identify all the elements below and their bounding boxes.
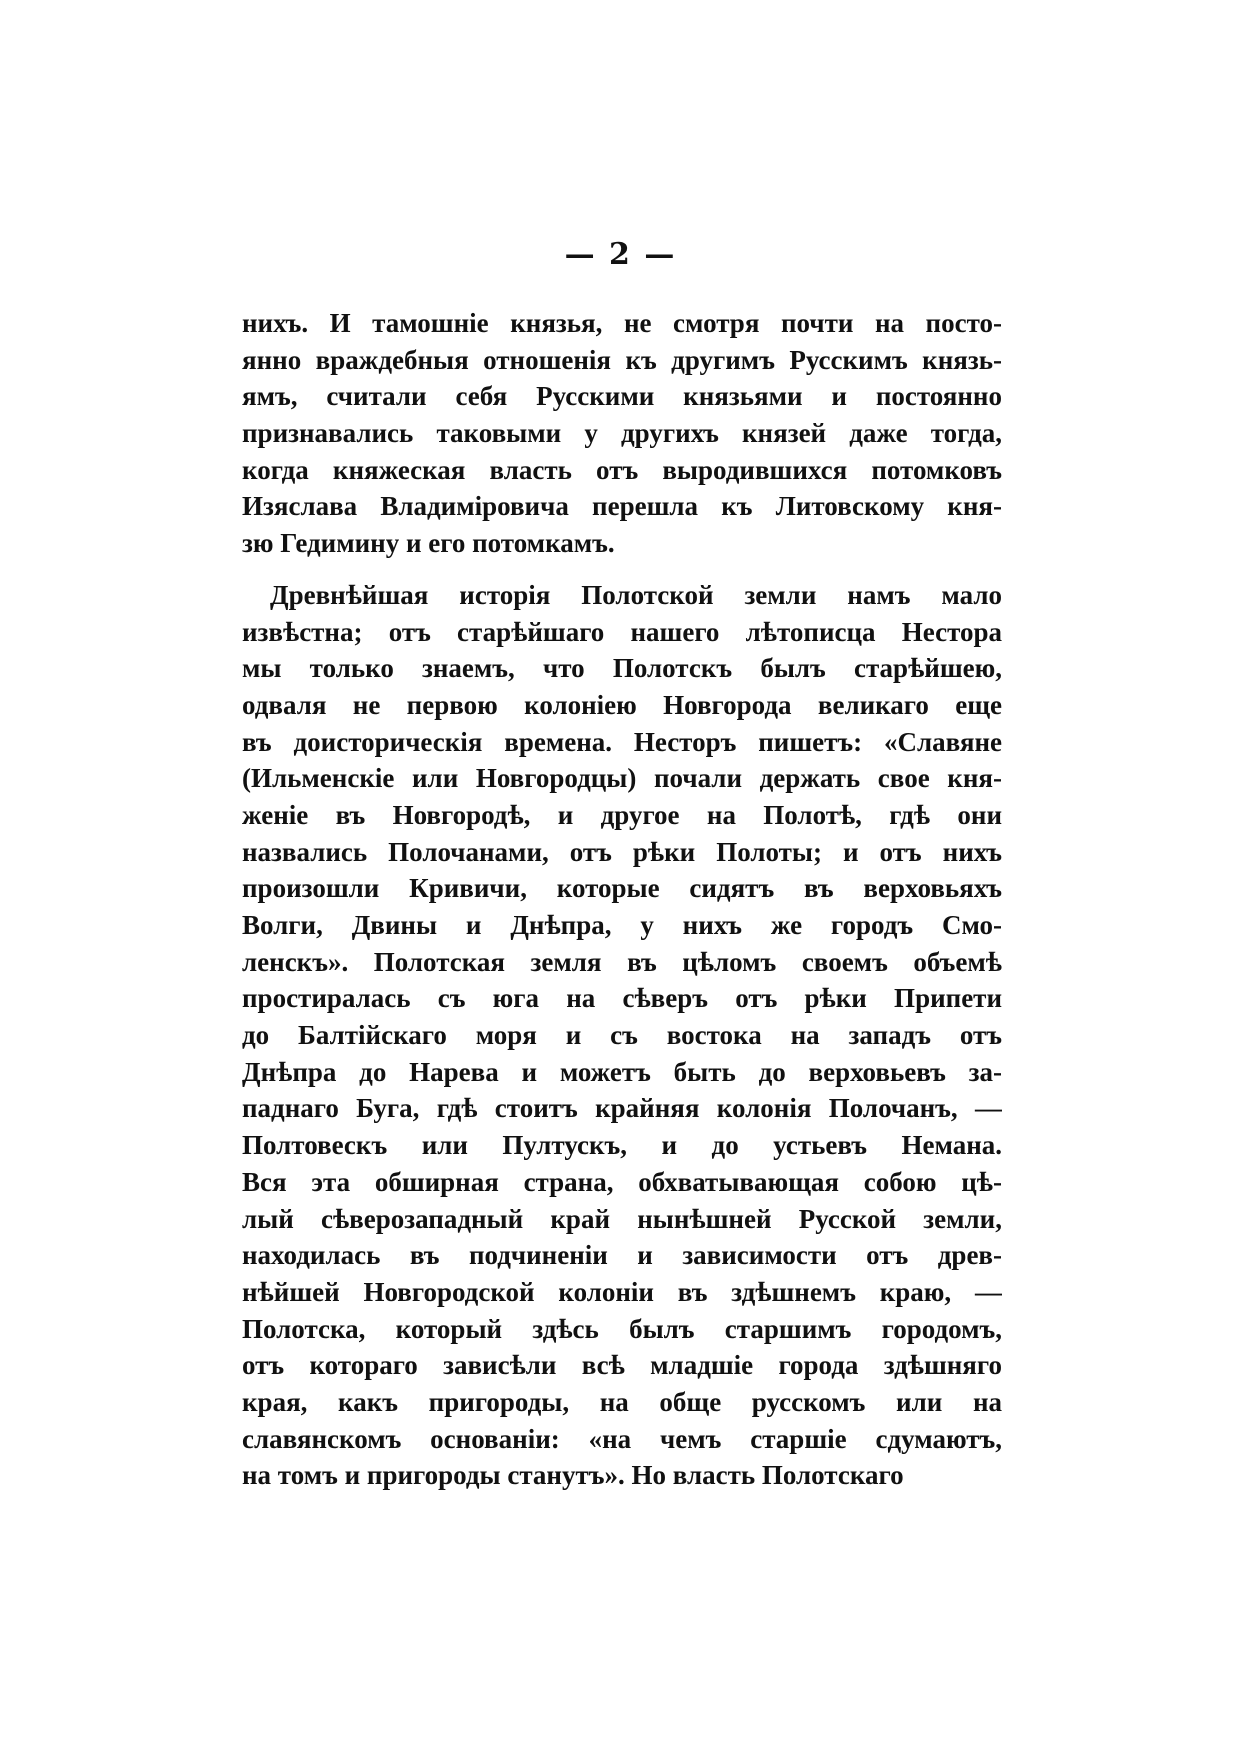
text-line: одваля не первою колоніею Новгорода великаго еще <box>242 689 1002 720</box>
paragraph-1 <box>242 305 1002 562</box>
text-line: простиралась съ юга на сѣверъ отъ рѣки Припети <box>242 983 1002 1014</box>
text-line: отъ котораго зависѣли всѣ младшіе города здѣшняго <box>242 1350 1002 1381</box>
text-line: когда княжеская власть отъ выродившихся потомковъ <box>242 454 1002 485</box>
text-line: Изяслава Владиміровича перешла къ Литовскому кня- <box>242 491 1002 522</box>
text-line: ямъ, считали себя Русскими князьями и постоянно <box>242 381 1002 412</box>
text-line: на томъ и пригороды станутъ». Но власть Полотскаго <box>242 1460 904 1491</box>
text-line: (Ильменскіе или Новгородцы) почали держать свое кня- <box>242 763 1002 794</box>
text-line: находилась въ подчиненіи и зависимости отъ древ- <box>242 1240 1002 1271</box>
text-line: Днѣпра до Нарева и можетъ быть до верховьевъ за- <box>242 1056 1002 1087</box>
text-line: Древнѣйшая исторія Полотской земли намъ мало <box>270 579 1002 610</box>
paragraph-spacer <box>242 562 1002 577</box>
text-line: янно враждебныя отношенія къ другимъ Русскимъ князь- <box>242 344 1002 375</box>
text-line: лый сѣверозападный край нынѣшней Русской земли, <box>242 1203 1002 1234</box>
text-line: женіе въ Новгородѣ, и другое на Полотѣ, гдѣ они <box>242 799 1002 830</box>
text-line: Волги, Двины и Днѣпра, у нихъ же городъ Смо- <box>242 910 1002 940</box>
text-line: Полтовескъ или Пултускъ, и до устьевъ Немана. <box>242 1130 1002 1161</box>
text-line: паднаго Буга, гдѣ стоитъ крайняя колонія Полочанъ, — <box>242 1093 1002 1124</box>
text-line: до Балтійскаго моря и съ востока на западъ отъ <box>242 1020 1002 1051</box>
text-line: нѣйшей Новгородской колоніи въ здѣшнемъ краю, — <box>242 1276 1002 1307</box>
paragraph-2 <box>242 577 1002 1494</box>
body-text <box>242 305 1002 1494</box>
text-line: произошли Кривичи, которые сидятъ въ верховьяхъ <box>242 873 1002 904</box>
text-line: Вся эта обширная страна, обхватывающая собою цѣ- <box>242 1166 1002 1197</box>
text-line: мы только знаемъ, что Полотскъ былъ старѣйшею, <box>242 653 1002 684</box>
text-line: признавались таковыми у другихъ князей даже тогда, <box>242 418 1002 449</box>
text-line: нихъ. И тамошніе князья, не смотря почти на посто- <box>242 308 1002 338</box>
text-line: ленскъ». Полотская земля въ цѣломъ своемъ объемѣ <box>242 946 1002 977</box>
text-line: славянскомъ основаніи: «на чемъ старшіе сдумаютъ, <box>242 1423 1002 1454</box>
text-line: края, какъ пригороды, на обще русскомъ или на <box>242 1386 1002 1417</box>
text-line: извѣстна; отъ старѣйшаго нашего лѣтописца Нестора <box>242 616 1002 647</box>
page-number: — 2 — <box>564 237 677 272</box>
text-line: назвались Полочанами, отъ рѣки Полоты; и отъ нихъ <box>242 836 1002 867</box>
text-line: въ доисторическія времена. Несторъ пишетъ: «Славяне <box>242 726 1002 757</box>
text-line: Полотска, который здѣсь былъ старшимъ городомъ, <box>242 1313 1002 1344</box>
text-line: зю Гедимину и его потомкамъ. <box>242 528 615 559</box>
